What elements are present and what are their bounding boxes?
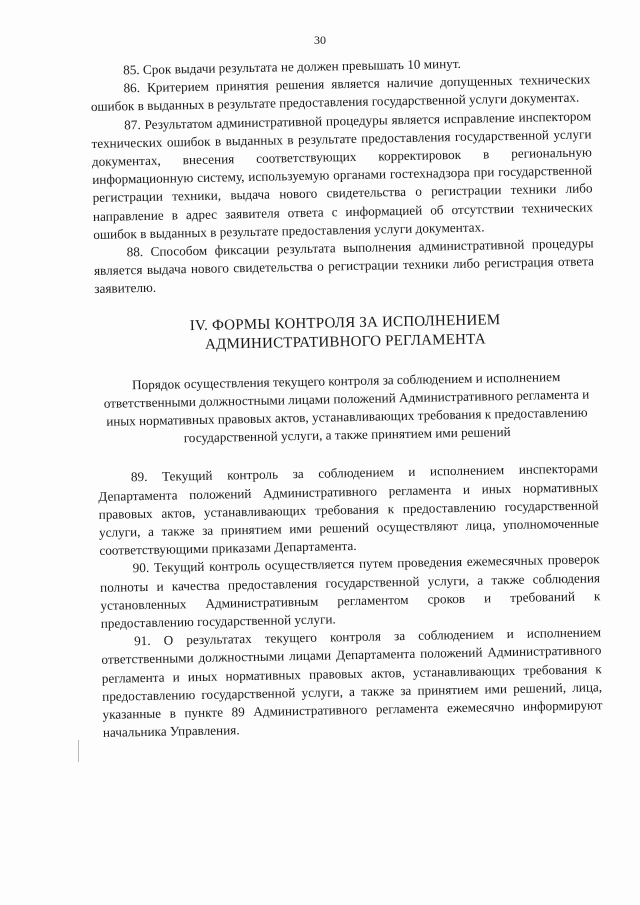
scan-margin-mark [78, 740, 79, 762]
paragraph-85: 85. Срок выдачи результата не должен превышать 10 минут. [123, 55, 461, 78]
paragraph-90: 90. Текущий контроль осуществляется путем проведения ежемесячных проверок полноты и качества предоставления государственной услуги, а также соблюдения установленных Административным регламентом сроков и требований к предоставлению государственной услуги. [99, 551, 601, 631]
paragraph-87: 87. Результатом административной процедуры является исправление инспектором технических ошибок в выданных в результате предоставления государственной услуги документах, внесения соответствующих корректировок в региональную информационную систему, используемую органами гостехнадзора при государственной регистрации техники, выдача нового свидетельства о регистрации техники либо направление в адрес заявителя ответа с информацией об отсутствии технических ошибок в выданных в результате предоставления услуги документах. [91, 108, 594, 242]
paragraph-86: 86. Критерием принятия решения является наличие допущенных технических ошибок в выданных в результате предоставления государственной услуги документах. [90, 71, 591, 115]
paragraph-88: 88. Способом фиксации результата выполнения административной процедуры является выдача нового свидетельства о регистрации техники либо регистрация ответа заявителю. [93, 235, 595, 297]
page-content [90, 52, 603, 742]
section-title [95, 309, 596, 357]
subsection-title: Порядок осуществления текущего контроля за соблюдением и исполнением ответственными должностными лицами положений Административного регламента и иных нормативных правовых актов, устанавливающих требования к предоставлению государственной услуги, а также принятием ими решений [103, 368, 590, 446]
paragraph-89: 89. Текущий контроль за соблюдением и исполнением инспекторами Департамента положений Административного регламента и иных нормативных правовых актов, устанавливающих требования к предоставлению государственной услуги, а также за принятием ими решений осуществляют лица, уполномоченные соответствующими приказами Департамента. [98, 460, 600, 559]
page-number: 30 [314, 33, 326, 47]
section-title-line-2: АДМИНИСТРАТИВНОГО РЕГЛАМЕНТА [204, 331, 486, 353]
section-title-line-1: IV. ФОРМЫ КОНТРОЛЯ ЗА ИСПОЛНЕНИЕМ [189, 311, 501, 334]
paragraph-91: 91. О результатах текущего контроля за соблюдением и исполнением ответственными должностными лицами Департамента положений Административного регламента и иных нормативных правовых актов, устанавливающих требования к предоставлению государственной услуги, а также за принятием ими решений, лица, указанные в пункте 89 Административного регламента ежемесячно информируют начальника Управления. [101, 624, 603, 741]
